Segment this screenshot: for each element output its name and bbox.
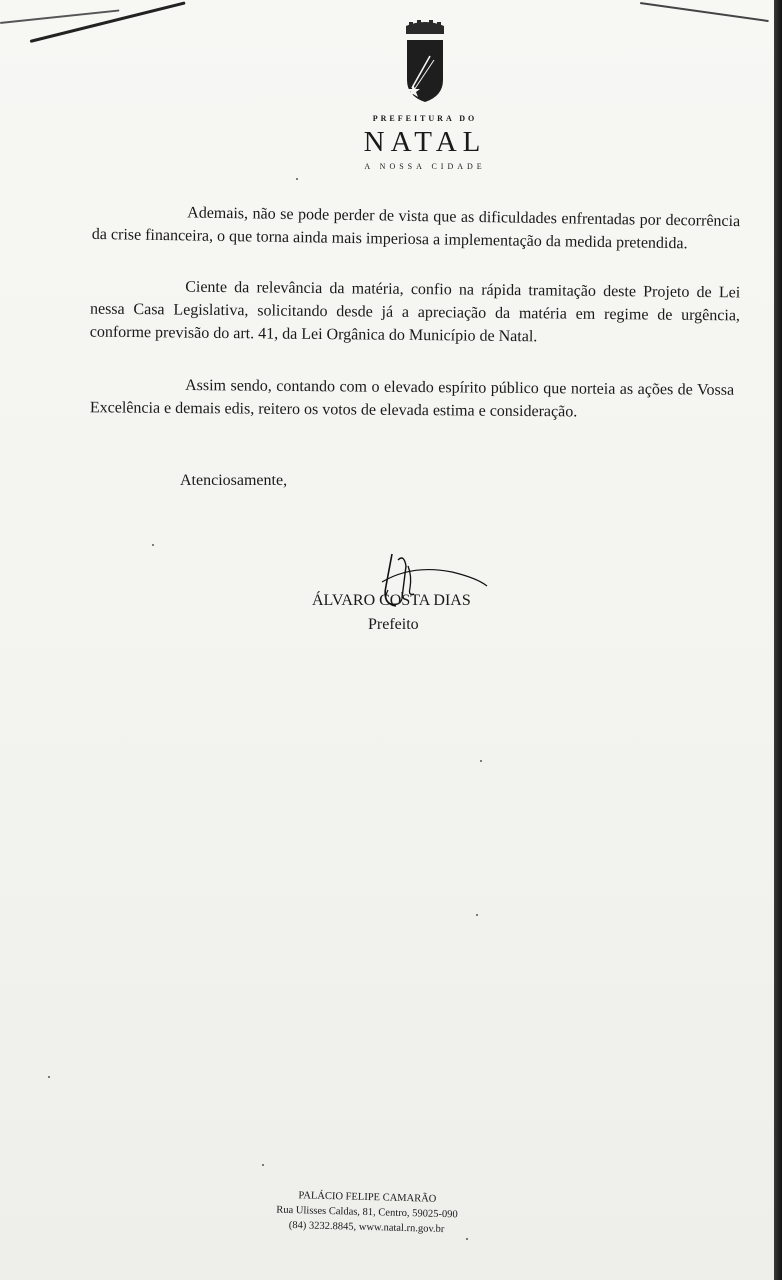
letterhead-prefix: PREFEITURA DO (372, 114, 478, 123)
scan-speck (296, 178, 298, 180)
body-paragraph-2 (90, 275, 741, 351)
scan-speck (262, 1164, 264, 1166)
scan-speck (480, 760, 482, 762)
scan-artifact-line (640, 2, 769, 22)
paragraph-text: Ciente da relevância da matéria, confio na rápida tramitação deste Projeto de Lei nessa Casa Legislativa, solicitando desde já a apreciação da matéria em regime de urgência, conforme previsão do art. 41, da Lei Orgânica do Município de Natal. (89, 278, 741, 346)
signatory-name: ÁLVARO COSTA DIAS (312, 592, 471, 609)
scan-speck (152, 544, 154, 546)
footer-line-contact: (84) 3232.8845, www.natal.rn.gov.br (288, 1219, 445, 1236)
footer-address (261, 1187, 472, 1237)
letterhead-city-name: NATAL (363, 126, 487, 158)
letterhead-tagline: A NOSSA CIDADE (364, 162, 486, 171)
letterhead (330, 14, 520, 174)
scan-speck (476, 914, 478, 916)
closing-salutation: Atenciosamente, (180, 472, 288, 489)
body-paragraph-1 (92, 200, 741, 256)
city-crest-icon (400, 18, 450, 104)
footer-line-street: Rua Ulisses Caldas, 81, Centro, 59025-090 (276, 1204, 458, 1221)
page-edge-shadow (774, 0, 782, 1280)
paragraph-text: Assim sendo, contando com o elevado espírito público que norteia as ações de Vossa Excelência e demais edis, reitero os votos de elevada estima e consideração. (89, 377, 735, 421)
body-paragraph-3 (90, 373, 734, 425)
signatory-title: Prefeito (368, 616, 419, 633)
paragraph-text: Ademais, não se pode perder de vista que as dificuldades enfrentadas por decorrência da crise financeira, o que torna ainda mais imperiosa a implementação da medida pretendida. (91, 204, 741, 253)
signature-block (312, 546, 492, 646)
footer-line-building: PALÁCIO FELIPE CAMARÃO (298, 1190, 437, 1205)
scan-speck (48, 1076, 50, 1078)
scan-artifact-line (30, 1, 186, 43)
scan-speck (466, 1238, 468, 1240)
